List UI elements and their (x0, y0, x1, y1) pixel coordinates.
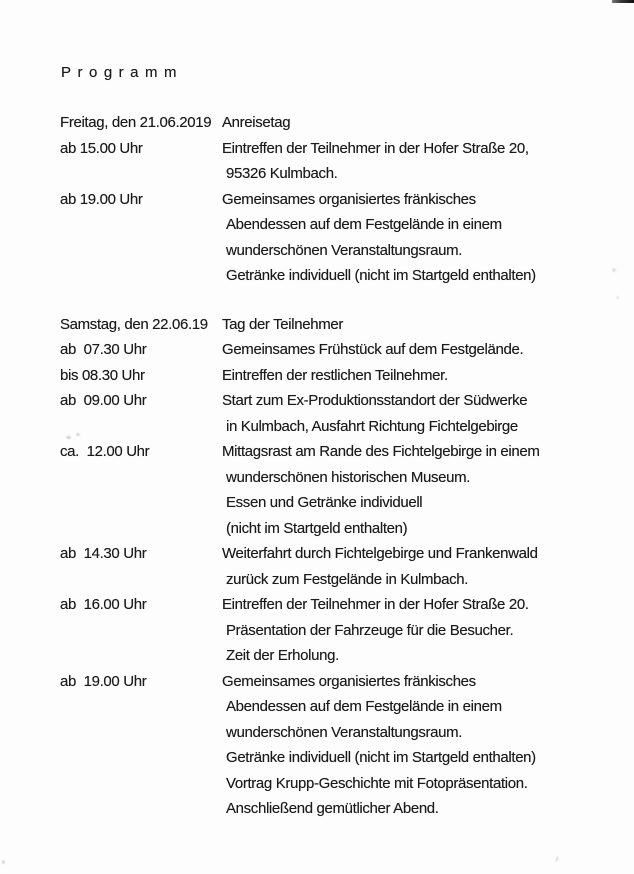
time-label: ab 09.00 Uhr (60, 392, 147, 409)
page-title: Programm (61, 64, 184, 81)
time-label: bis 08.30 Uhr (60, 366, 145, 384)
description-line: Gemeinsames Frühstück auf dem Festgelände. (222, 341, 524, 358)
time-label: ca. 12.00 Uhr (60, 443, 150, 460)
schedule-row (60, 110, 634, 136)
time-label: ab 19.00 Uhr (60, 672, 147, 690)
schedule-section (60, 312, 634, 822)
description (222, 592, 634, 669)
description (222, 541, 634, 592)
schedule-row (60, 363, 634, 389)
description (222, 337, 634, 363)
schedule-section (60, 110, 634, 289)
schedule-row (60, 388, 634, 439)
description (222, 110, 634, 136)
time-label: ab 19.00 Uhr (60, 190, 143, 208)
description-line: Abendessen auf dem Festgelände in einem (226, 216, 502, 233)
description-line: wunderschönen historischen Museum. (226, 468, 471, 486)
description-line: Getränke individuell (nicht im Startgeld enthalten) (226, 749, 536, 766)
description-line: zurück zum Festgelände in Kulmbach. (226, 570, 469, 588)
description-line: Gemeinsames organisiertes fränkisches (222, 190, 476, 208)
description-line: Start zum Ex-Produktionsstandort der Südwerke (222, 392, 528, 409)
description-line: (nicht im Startgeld enthalten) (226, 519, 408, 537)
schedule-row (60, 541, 634, 592)
description-line: in Kulmbach, Ausfahrt Richtung Fichtelgebirge (226, 417, 518, 435)
description (222, 439, 634, 541)
schedule-row (60, 592, 634, 669)
description-line: Vortrag Krupp-Geschichte mit Fotopräsentation. (226, 774, 528, 792)
schedule-row (60, 669, 634, 822)
section-title: Anreisetag (222, 114, 291, 131)
description (222, 388, 634, 439)
description-line: Eintreffen der Teilnehmer in der Hofer Straße 20, (222, 139, 529, 157)
description (222, 136, 634, 187)
time-label: ab 16.00 Uhr (60, 596, 147, 613)
description-line: Abendessen auf dem Festgelände in einem (226, 698, 502, 715)
schedule-row (60, 136, 634, 187)
time-label: ab 07.30 Uhr (60, 341, 147, 358)
description-line: Eintreffen der restlichen Teilnehmer. (222, 366, 448, 384)
description-line: wunderschönen Veranstaltungsraum. (226, 241, 463, 259)
description-line: Eintreffen der Teilnehmer in der Hofer Straße 20. (222, 596, 529, 613)
scan-speck (2, 860, 5, 864)
description-line: Mittagsrast am Rande des Fichtelgebirge in einem (222, 443, 540, 460)
description-line: Anschließend gemütlicher Abend. (226, 800, 439, 817)
description-line: Zeit der Erholung. (226, 647, 339, 664)
schedule-row (60, 187, 634, 289)
description-line: Getränke individuell (nicht im Startgeld enthalten) (226, 267, 536, 284)
scan-speck (555, 856, 559, 862)
description-line: Präsentation der Fahrzeuge für die Besucher. (226, 621, 514, 639)
description-line: Essen und Getränke individuell (226, 494, 423, 511)
time-label: ab 15.00 Uhr (60, 139, 143, 157)
program-schedule (0, 110, 634, 822)
description-line: wunderschönen Veranstaltungsraum. (226, 723, 463, 741)
schedule-row (60, 439, 634, 541)
section-date: Freitag, den 21.06.2019 (60, 114, 212, 131)
description (222, 312, 634, 338)
description (222, 187, 634, 289)
description-line: 95326 Kulmbach. (226, 165, 338, 182)
section-date: Samstag, den 22.06.19 (60, 315, 208, 333)
description-line: Weiterfahrt durch Fichtelgebirge und Frankenwald (222, 545, 538, 562)
schedule-row (60, 312, 634, 338)
time-label: ab 14.30 Uhr (60, 545, 147, 562)
schedule-row (60, 337, 634, 363)
description-line: Gemeinsames organisiertes fränkisches (222, 672, 476, 690)
description (222, 669, 634, 822)
description (222, 363, 634, 389)
section-title: Tag der Teilnehmer (222, 315, 343, 333)
